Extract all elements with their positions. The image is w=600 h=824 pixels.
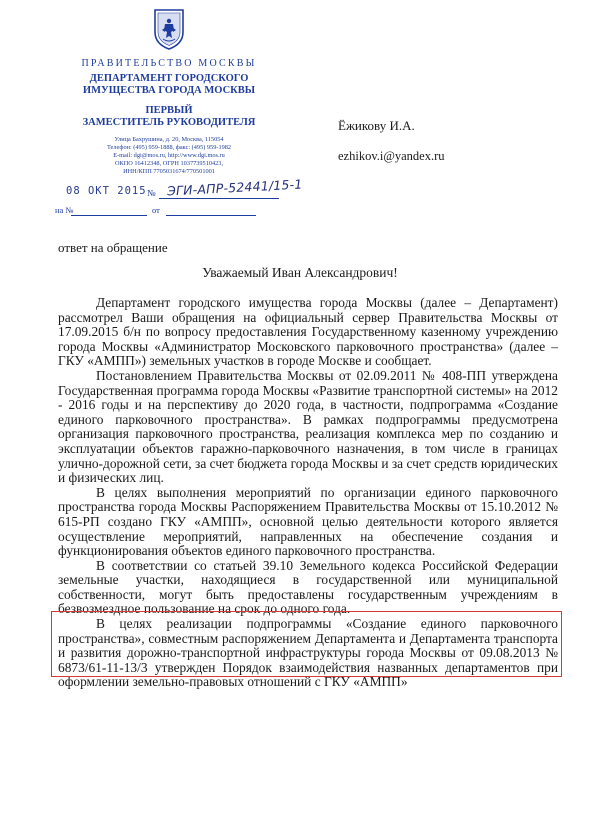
contact-line: Улица Бахрушина, д. 20, Москва, 115054 [114, 136, 224, 143]
body-paragraph-highlighted: В соответствии со статьей 39.10 Земельного кодекса Российской Федерации земельные участки, находящиеся в государственной или муниципальной собственности, могут быть предоставлены государственным учреждениям в безвозмездное пользование на срок до одного года. [58, 557, 558, 617]
department-name [55, 73, 283, 97]
letterhead [55, 8, 303, 218]
reference-date-label: от [152, 205, 160, 215]
reference-number-label: на № [55, 205, 74, 215]
registration-number-label: № [147, 188, 156, 198]
contact-details [55, 136, 283, 176]
body-paragraph: В целях выполнения мероприятий по организации единого парковочного пространства города Москвы Распоряжением Правительства Москвы от 15.10.2012 № 615-РП создано ГКУ «АМПП», основной целью деятельности которого является осуществление мероприятий, направленных на обеспечение создания и функционирования объектов единого парковочного пространства. [58, 484, 558, 559]
signatory-position [55, 105, 283, 129]
contact-line: ИНН/КПП 7705031674/770501001 [123, 168, 215, 175]
recipient-email: ezhikov.i@yandex.ru [338, 149, 445, 163]
body-paragraph: В целях реализации подпрограммы «Создание единого парковочного пространства», совместным распоряжением Департамента и Департамента транспорта и развития дорожно-транспортной инфраструктуры города Москвы от 09.08.2013 № 6873/61-11-13/3 утвержден Порядок взаимодействия названных департаментов при оформлении земельно-правовых отношений с ГКУ «АМПП» [58, 616, 558, 690]
body-paragraph: Департамент городского имущества города Москвы (далее – Департамент) рассмотрел Ваши обращения на официальный сервер Правительства Москвы от 17.09.2015 б/н по вопросу предоставления Государственному казенному учреждению города Москвы «Администратор Московского парковочного пространства» (далее – ГКУ «АМПП») земельных участков в городе Москве и сообщает. [58, 295, 558, 369]
department-name-line: ИМУЩЕСТВА ГОРОДА МОСКВЫ [82, 85, 256, 96]
registration-number-line [159, 198, 279, 199]
position-line: ЗАМЕСТИТЕЛЬ РУКОВОДИТЕЛЯ [82, 117, 256, 128]
body-paragraph: Постановлением Правительства Москвы от 02.09.2011 № 408-ПП утверждена Государственная программа города Москвы «Развитие транспортной системы» на 2012 - 2016 годы и на перспективу до 2020 года, в частности, подпрограмма «Создание единого парковочного пространства». В рамках подпрограммы предусмотрена организация парковочного пространства, реализация комплекса мер по созданию и эксплуатации объектов гаражно-парковочного назначения, в том числе в границах улично-дорожной сети, за счет бюджета города Москвы и за счет средств юридических и физических лиц. [58, 367, 558, 486]
reference-row [55, 204, 283, 218]
letter-subject: ответ на обращение [58, 240, 168, 255]
letter-greeting: Уважаемый Иван Александрович! [202, 265, 398, 280]
contact-line: E-mail: dgi@mos.ru, http://www.dgi.mos.ru [113, 152, 225, 159]
contact-line: Телефон: (495) 959-1888, факс: (495) 959-1982 [106, 144, 232, 151]
department-name-line: ДЕПАРТАМЕНТ ГОРОДСКОГО [89, 73, 249, 84]
registration-date-stamp: 08 ОКТ 2015 [66, 185, 147, 197]
contact-line: ОКПО 16412348, ОГРН 1037739510423, [114, 160, 224, 167]
reference-date-line [166, 215, 256, 216]
government-title: ПРАВИТЕЛЬСТВО МОСКВЫ [81, 58, 257, 69]
registration-number: ЭГИ-АПР-52441/15-1 [166, 176, 303, 199]
recipient-name: Ёжикову И.А. [338, 118, 415, 133]
highlight-box [51, 611, 562, 677]
registration-row [55, 176, 303, 201]
position-line: ПЕРВЫЙ [145, 105, 193, 116]
moscow-coat-of-arms-icon [152, 8, 186, 50]
reference-number-line [71, 215, 147, 216]
